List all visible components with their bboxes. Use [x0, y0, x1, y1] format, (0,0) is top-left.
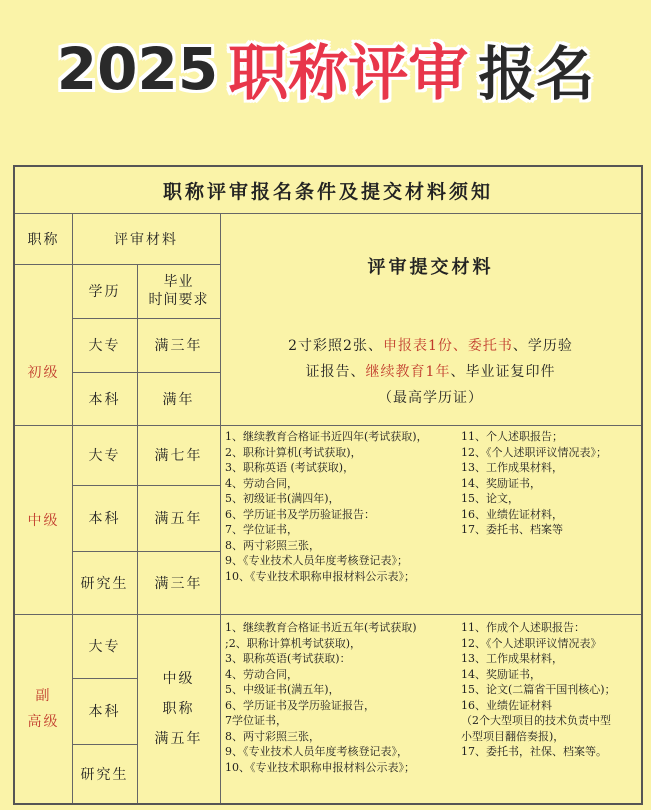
intermediate-years-0: 满七年: [154, 448, 203, 464]
list-item: 5、中级证书(满五年)，: [225, 683, 340, 696]
col-header-level: 职称: [27, 231, 60, 248]
list-item: ;2、职称计算机考试获取)，: [225, 636, 361, 650]
list-item: 10、《专业技术职称申报材料公示表》；: [225, 569, 415, 583]
list-item: 9、《专业技术人员年度考核登记表》，: [225, 745, 408, 758]
list-item: 6、学历证书及学历验证报告：: [225, 507, 375, 521]
list-item: 12、《个人述职评议情况表》: [461, 636, 602, 650]
list-item: 4、劳动合同，: [225, 476, 298, 490]
header-highlight: 职称评审: [228, 39, 469, 109]
list-item: 17、委托书、档案等: [461, 523, 563, 536]
senior-list-left: [225, 620, 417, 775]
col-header-materials-group: 评审材料: [114, 231, 178, 248]
list-item: 15、论文，: [461, 492, 519, 505]
level-senior-line1: 副: [35, 687, 52, 704]
intermediate-edu-1: 本科: [88, 511, 121, 527]
col-header-years: [137, 264, 220, 318]
junior-materials: [220, 318, 641, 425]
list-item: 4、劳动合同，: [225, 667, 298, 681]
intermediate-edu-0: 大专: [88, 448, 121, 464]
list-item: 16、业绩佐证材料，: [461, 507, 563, 521]
requirements-table: [13, 165, 643, 805]
list-item: 16、业绩佐证材料: [461, 698, 552, 712]
junior-mat-line1: 2寸彩照2张、申报表1份、委托书、学历验: [288, 337, 573, 354]
list-item: 8、两寸彩照三张，: [225, 538, 320, 552]
list-item: 10、《专业技术职称申报材料公示表》；: [225, 760, 415, 774]
senior-edu-2: 研究生: [80, 766, 129, 783]
list-item: 14、奖励证书，: [461, 476, 541, 490]
list-item: 17、委托书，社保、档案等。: [461, 745, 607, 758]
list-item: 9、《专业技术人员年度考核登记表》；: [225, 554, 408, 567]
list-item: 11、个人述职报告；: [461, 430, 563, 443]
intermediate-years-2: 满三年: [154, 575, 203, 592]
col-header-years-line2: 时间要求: [148, 292, 209, 308]
page-header: [0, 14, 651, 124]
list-item: 15、论文(二篇省干国刊核心)；: [461, 683, 616, 696]
list-item: 14、奖励证书，: [461, 667, 541, 681]
intermediate-edu-2: 研究生: [80, 575, 129, 592]
senior-years-line1: 中级: [162, 670, 195, 687]
senior-years-line2: 职称: [162, 700, 195, 717]
level-senior: [15, 614, 72, 803]
list-item: 13、工作成果材料，: [461, 461, 563, 474]
list-item: 13、工作成果材料，: [461, 652, 563, 665]
senior-edu-1: 本科: [88, 704, 121, 720]
junior-mat-line2: 证报告、继续教育1年、毕业证复印件: [305, 363, 556, 380]
senior-years: [137, 614, 220, 803]
list-item: 7学位证书，: [225, 714, 287, 727]
col-header-education: 学历: [88, 284, 121, 300]
junior-edu-0: 大专: [88, 338, 121, 354]
list-item: （2个大型项目的技术负责中型: [461, 714, 611, 727]
list-item: 12、《个人述职评议情况表》；: [461, 445, 607, 459]
senior-edu-0: 大专: [88, 639, 121, 655]
list-item: 1、继续教育合格证书近四年(考试获取)，: [225, 430, 428, 443]
senior-list-right: [461, 620, 616, 760]
list-item: 1、继续教育合格证书近五年(考试获取): [225, 621, 417, 634]
intermediate-list-right: [461, 429, 607, 538]
junior-years-1: 满年: [162, 391, 195, 408]
list-item: 5、初级证书(满四年)，: [225, 492, 340, 505]
level-senior-line2: 高级: [27, 713, 60, 730]
list-item: 7、学位证书，: [225, 523, 298, 536]
junior-mat-line3: （最高学历证）: [378, 389, 483, 406]
list-item: 8、两寸彩照三张，: [225, 729, 320, 743]
junior-edu-1: 本科: [88, 391, 121, 408]
intermediate-list-left: [225, 429, 428, 584]
list-item: 3、职称英语 (考试获取)，: [225, 461, 355, 474]
junior-years-0: 满三年: [154, 338, 203, 354]
list-item: 11、作成个人述职报告：: [461, 621, 585, 634]
level-junior: 初级: [27, 364, 60, 381]
intermediate-years-1: 满五年: [154, 511, 203, 527]
table-title: 职称评审报名条件及提交材料须知: [162, 180, 493, 203]
col-header-years-line1: 毕业: [163, 274, 194, 290]
list-item: 小型项目翻倍奏报)，: [461, 729, 565, 743]
level-intermediate: 中级: [27, 512, 60, 529]
header-year: 2025: [56, 35, 219, 103]
list-item: 3、职称英语(考试获取)：: [225, 652, 351, 665]
list-item: 6、学历证书及学历验证报告，: [225, 698, 375, 712]
senior-years-line3: 满五年: [154, 730, 203, 747]
col-header-submit: 评审提交材料: [367, 256, 494, 278]
header-suffix: 报名: [478, 40, 595, 108]
list-item: 2、职称计算机(考试获取)，: [225, 445, 362, 459]
